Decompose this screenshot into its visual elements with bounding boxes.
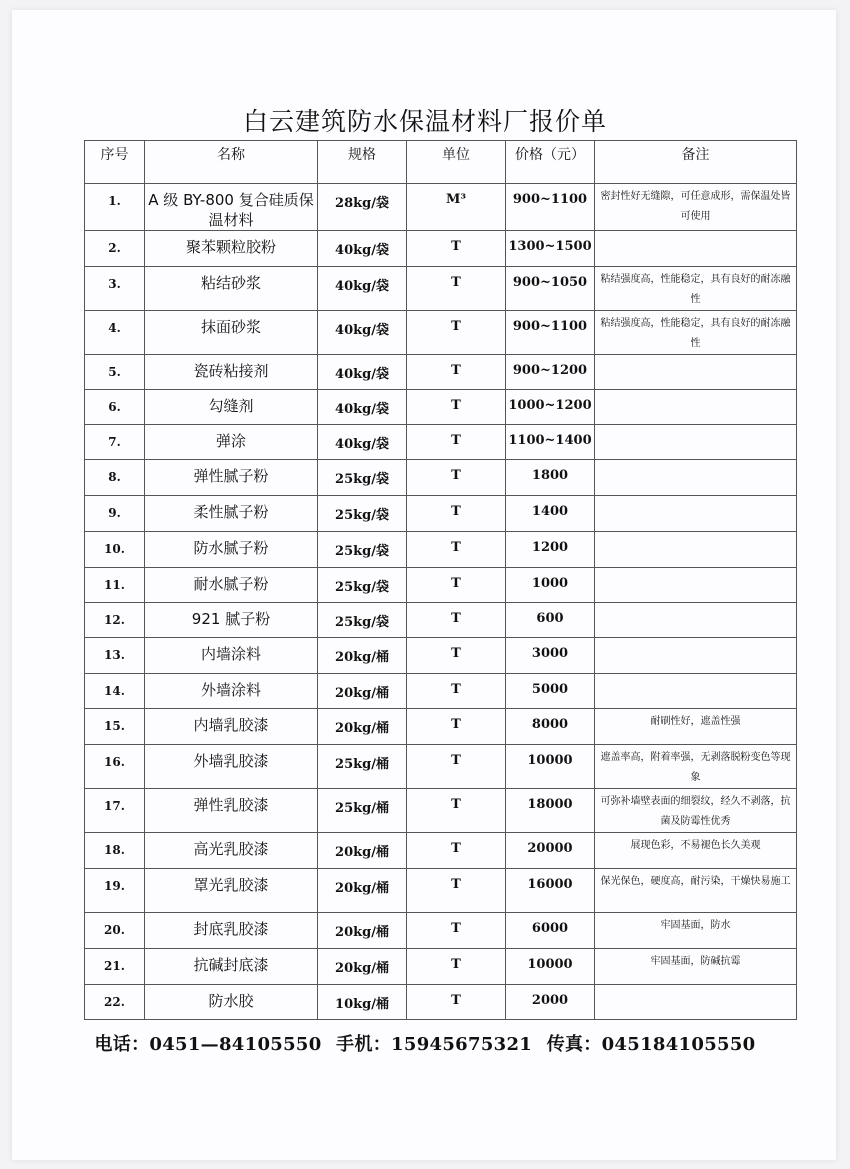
cell-price: 10000 xyxy=(506,949,595,985)
cell-price: 6000 xyxy=(506,913,595,949)
cell-price: 16000 xyxy=(506,869,595,913)
contact-fax: 传真：045184105550 xyxy=(546,1034,756,1055)
cell-spec: 20kg/桶 xyxy=(318,674,407,709)
cell-no: 17. xyxy=(85,789,145,833)
cell-no: 21. xyxy=(85,949,145,985)
cell-price: 18000 xyxy=(506,789,595,833)
cell-name: 柔性腻子粉 xyxy=(145,496,318,532)
header-price: 价格（元） xyxy=(506,141,595,184)
cell-spec: 25kg/桶 xyxy=(318,789,407,833)
cell-no: 22. xyxy=(85,985,145,1020)
cell-no: 3. xyxy=(85,267,145,311)
table-row xyxy=(85,184,797,231)
cell-no: 2. xyxy=(85,231,145,267)
cell-note xyxy=(595,985,797,1020)
cell-no: 1. xyxy=(85,184,145,231)
cell-spec: 25kg/桶 xyxy=(318,745,407,789)
cell-name: 耐水腻子粉 xyxy=(145,568,318,603)
header-no: 序号 xyxy=(85,141,145,184)
cell-no: 9. xyxy=(85,496,145,532)
cell-no: 5. xyxy=(85,355,145,390)
cell-spec: 20kg/桶 xyxy=(318,638,407,674)
cell-name: 聚苯颗粒胶粉 xyxy=(145,231,318,267)
table-row xyxy=(85,869,797,913)
cell-name: 瓷砖粘接剂 xyxy=(145,355,318,390)
cell-note xyxy=(595,231,797,267)
cell-note xyxy=(595,638,797,674)
cell-name: 弹性乳胶漆 xyxy=(145,789,318,833)
table-row xyxy=(85,425,797,460)
table-row xyxy=(85,789,797,833)
cell-price: 8000 xyxy=(506,709,595,745)
price-table xyxy=(84,140,797,1020)
cell-name: A 级 BY-800 复合硅质保温材料 xyxy=(145,184,318,231)
cell-no: 18. xyxy=(85,833,145,869)
cell-name: 内墙乳胶漆 xyxy=(145,709,318,745)
cell-unit: T xyxy=(407,496,506,532)
cell-spec: 10kg/桶 xyxy=(318,985,407,1020)
cell-no: 14. xyxy=(85,674,145,709)
cell-spec: 25kg/袋 xyxy=(318,568,407,603)
cell-unit: T xyxy=(407,460,506,496)
cell-spec: 20kg/桶 xyxy=(318,833,407,869)
cell-name: 勾缝剂 xyxy=(145,390,318,425)
cell-spec: 28kg/袋 xyxy=(318,184,407,231)
table-row xyxy=(85,709,797,745)
cell-unit: T xyxy=(407,355,506,390)
table-row xyxy=(85,311,797,355)
cell-price: 10000 xyxy=(506,745,595,789)
cell-unit: T xyxy=(407,869,506,913)
cell-unit: T xyxy=(407,674,506,709)
header-unit: 单位 xyxy=(407,141,506,184)
cell-unit: T xyxy=(407,267,506,311)
cell-spec: 20kg/桶 xyxy=(318,949,407,985)
cell-spec: 20kg/桶 xyxy=(318,913,407,949)
cell-name: 抗碱封底漆 xyxy=(145,949,318,985)
cell-unit: T xyxy=(407,789,506,833)
cell-no: 7. xyxy=(85,425,145,460)
cell-price: 900~1100 xyxy=(506,184,595,231)
table-row xyxy=(85,949,797,985)
table-row xyxy=(85,603,797,638)
cell-name: 防水胶 xyxy=(145,985,318,1020)
cell-note xyxy=(595,568,797,603)
table-header-row xyxy=(85,141,797,184)
cell-note xyxy=(595,425,797,460)
cell-note: 密封性好无缝隙，可任意成形，需保温处皆可使用 xyxy=(595,184,797,231)
cell-price: 5000 xyxy=(506,674,595,709)
cell-name: 弹性腻子粉 xyxy=(145,460,318,496)
cell-no: 12. xyxy=(85,603,145,638)
cell-spec: 40kg/袋 xyxy=(318,390,407,425)
cell-name: 防水腻子粉 xyxy=(145,532,318,568)
cell-no: 10. xyxy=(85,532,145,568)
cell-unit: T xyxy=(407,231,506,267)
cell-price: 900~1050 xyxy=(506,267,595,311)
cell-unit: T xyxy=(407,603,506,638)
cell-name: 粘结砂浆 xyxy=(145,267,318,311)
table-row xyxy=(85,355,797,390)
cell-note xyxy=(595,390,797,425)
table-row xyxy=(85,496,797,532)
table-row xyxy=(85,745,797,789)
cell-price: 900~1200 xyxy=(506,355,595,390)
cell-note: 展现色彩，不易褪色长久美观 xyxy=(595,833,797,869)
cell-name: 921 腻子粉 xyxy=(145,603,318,638)
cell-note xyxy=(595,355,797,390)
table-row xyxy=(85,460,797,496)
cell-price: 20000 xyxy=(506,833,595,869)
cell-unit: T xyxy=(407,745,506,789)
cell-spec: 25kg/袋 xyxy=(318,460,407,496)
cell-unit: T xyxy=(407,709,506,745)
table-row xyxy=(85,674,797,709)
cell-unit: T xyxy=(407,913,506,949)
contact-phone: 电话：0451—84105550 xyxy=(94,1034,322,1055)
cell-name: 抹面砂浆 xyxy=(145,311,318,355)
cell-price: 1000~1200 xyxy=(506,390,595,425)
cell-name: 内墙涂料 xyxy=(145,638,318,674)
cell-price: 1200 xyxy=(506,532,595,568)
table-row xyxy=(85,913,797,949)
cell-unit: T xyxy=(407,311,506,355)
cell-no: 16. xyxy=(85,745,145,789)
cell-note xyxy=(595,496,797,532)
cell-note: 可弥补墙壁表面的细裂纹，经久不剥落，抗菌及防霉性优秀 xyxy=(595,789,797,833)
cell-no: 20. xyxy=(85,913,145,949)
table-row xyxy=(85,833,797,869)
cell-price: 1300~1500 xyxy=(506,231,595,267)
cell-name: 外墙乳胶漆 xyxy=(145,745,318,789)
cell-name: 罩光乳胶漆 xyxy=(145,869,318,913)
cell-spec: 40kg/袋 xyxy=(318,267,407,311)
cell-unit: M³ xyxy=(407,184,506,231)
cell-no: 6. xyxy=(85,390,145,425)
header-name: 名称 xyxy=(145,141,318,184)
cell-no: 15. xyxy=(85,709,145,745)
cell-note: 遮盖率高，附着率强，无剥落脱粉变色等现象 xyxy=(595,745,797,789)
cell-price: 1000 xyxy=(506,568,595,603)
header-note: 备注 xyxy=(595,141,797,184)
cell-spec: 40kg/袋 xyxy=(318,311,407,355)
cell-note xyxy=(595,532,797,568)
cell-unit: T xyxy=(407,568,506,603)
cell-note: 耐刷性好，遮盖性强 xyxy=(595,709,797,745)
cell-unit: T xyxy=(407,390,506,425)
cell-no: 8. xyxy=(85,460,145,496)
cell-spec: 40kg/袋 xyxy=(318,355,407,390)
cell-no: 11. xyxy=(85,568,145,603)
cell-price: 2000 xyxy=(506,985,595,1020)
cell-note: 牢固基面，防碱抗霉 xyxy=(595,949,797,985)
cell-spec: 20kg/桶 xyxy=(318,709,407,745)
cell-price: 1100~1400 xyxy=(506,425,595,460)
cell-spec: 20kg/桶 xyxy=(318,869,407,913)
table-row xyxy=(85,638,797,674)
cell-name: 弹涂 xyxy=(145,425,318,460)
document-title: 白云建筑防水保温材料厂报价单 xyxy=(242,107,607,136)
cell-note xyxy=(595,460,797,496)
cell-price: 900~1100 xyxy=(506,311,595,355)
cell-name: 封底乳胶漆 xyxy=(145,913,318,949)
cell-note: 牢固基面，防水 xyxy=(595,913,797,949)
cell-no: 19. xyxy=(85,869,145,913)
cell-unit: T xyxy=(407,532,506,568)
table-row xyxy=(85,390,797,425)
cell-no: 4. xyxy=(85,311,145,355)
cell-spec: 40kg/袋 xyxy=(318,231,407,267)
contact-mobile: 手机：15945675321 xyxy=(336,1034,533,1055)
table-row xyxy=(85,568,797,603)
header-spec: 规格 xyxy=(318,141,407,184)
cell-price: 3000 xyxy=(506,638,595,674)
cell-spec: 25kg/袋 xyxy=(318,496,407,532)
cell-name: 外墙涂料 xyxy=(145,674,318,709)
table-row xyxy=(85,231,797,267)
cell-note: 保光保色，硬度高，耐污染，干燥快易施工 xyxy=(595,869,797,913)
cell-unit: T xyxy=(407,985,506,1020)
cell-unit: T xyxy=(407,425,506,460)
table-row xyxy=(85,532,797,568)
cell-unit: T xyxy=(407,638,506,674)
cell-note: 粘结强度高，性能稳定，具有良好的耐冻融性 xyxy=(595,267,797,311)
cell-unit: T xyxy=(407,833,506,869)
table-row xyxy=(85,985,797,1020)
cell-spec: 25kg/袋 xyxy=(318,532,407,568)
cell-price: 1800 xyxy=(506,460,595,496)
cell-note xyxy=(595,674,797,709)
contact-line xyxy=(0,1030,850,1056)
cell-unit: T xyxy=(407,949,506,985)
cell-note xyxy=(595,603,797,638)
cell-spec: 40kg/袋 xyxy=(318,425,407,460)
cell-name: 高光乳胶漆 xyxy=(145,833,318,869)
cell-no: 13. xyxy=(85,638,145,674)
cell-spec: 25kg/袋 xyxy=(318,603,407,638)
cell-price: 1400 xyxy=(506,496,595,532)
cell-price: 600 xyxy=(506,603,595,638)
cell-note: 粘结强度高，性能稳定，具有良好的耐冻融性 xyxy=(595,311,797,355)
table-row xyxy=(85,267,797,311)
